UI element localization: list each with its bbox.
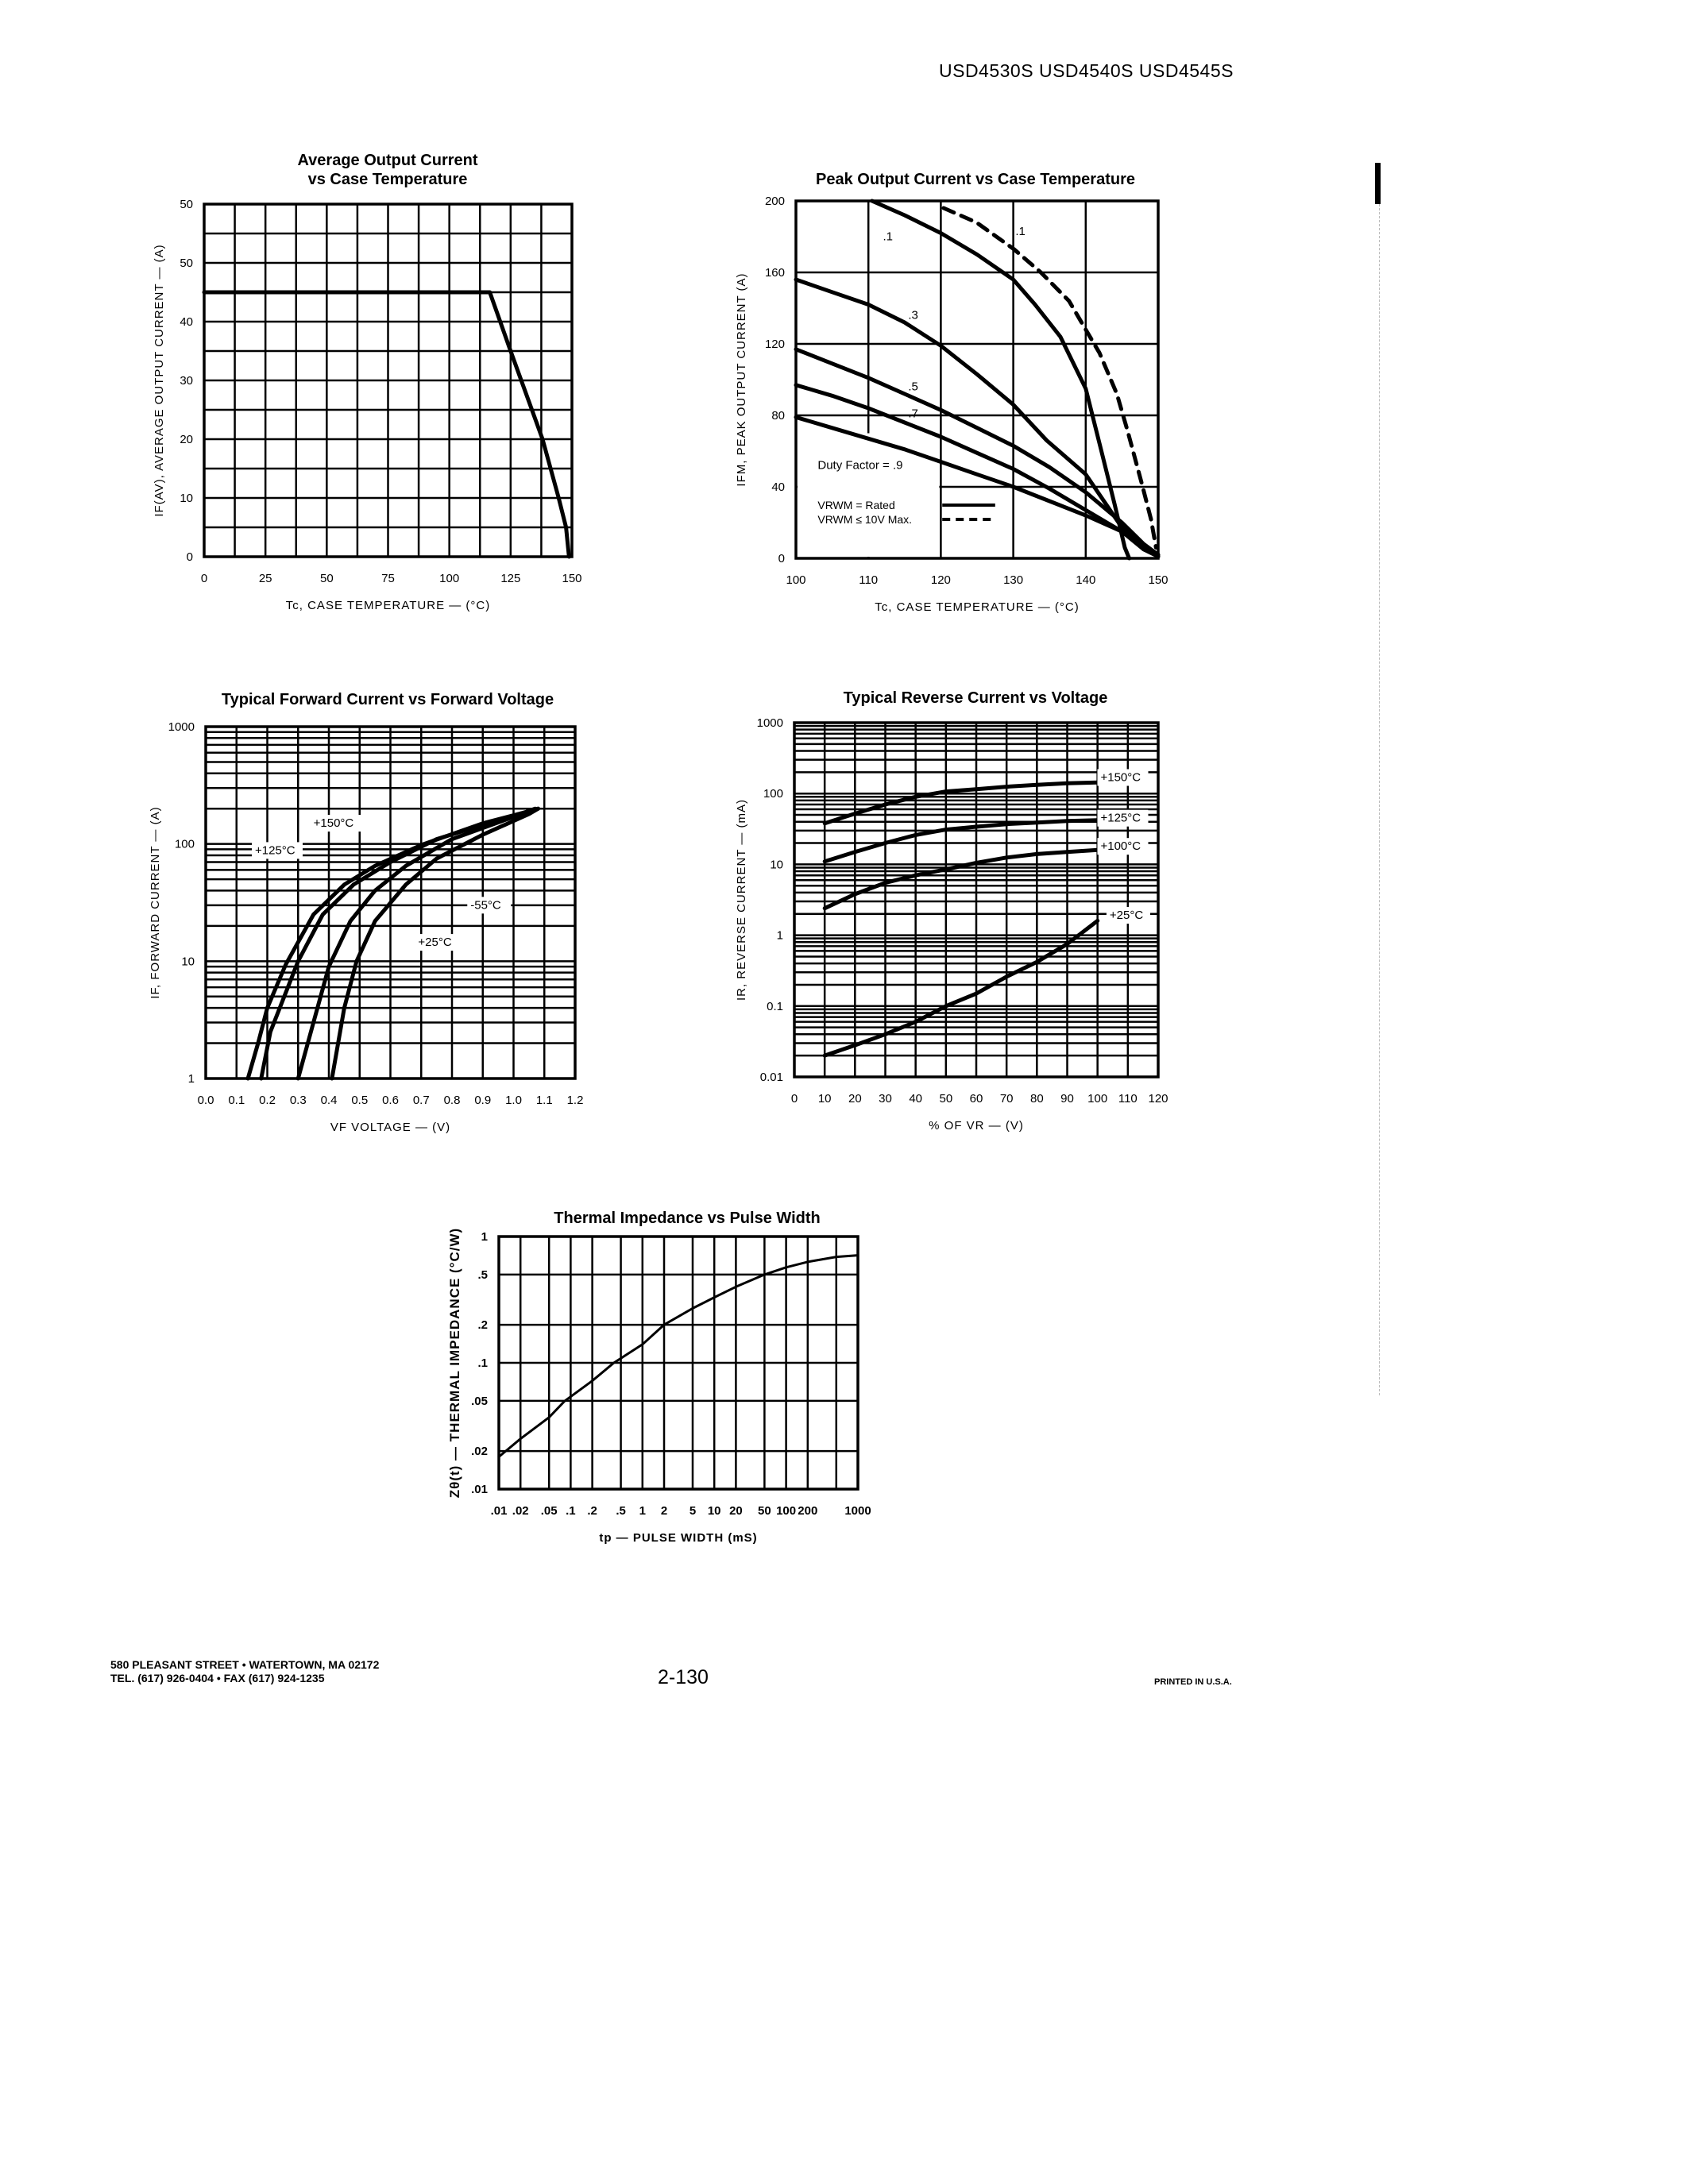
y-tick-label: 1000 <box>756 716 783 730</box>
legend-label: VRWM ≤ 10V Max. <box>817 513 913 526</box>
series-line <box>204 292 569 557</box>
x-tick-label: 20 <box>848 1092 862 1106</box>
x-tick-label: 1 <box>639 1504 646 1518</box>
chart-title: Thermal Impedance vs Pulse Width <box>554 1210 821 1227</box>
x-tick-label: 0.8 <box>443 1094 461 1107</box>
x-tick-label: 50 <box>939 1092 953 1106</box>
x-tick-label: 90 <box>1060 1092 1074 1106</box>
series-line <box>944 208 1156 548</box>
x-tick-label: 100 <box>439 572 460 585</box>
x-tick-label: 150 <box>562 572 582 585</box>
x-tick-label: 0.1 <box>228 1094 245 1107</box>
x-tick-label: 110 <box>1118 1092 1138 1106</box>
y-tick-label: 100 <box>174 837 195 851</box>
y-tick-label: 200 <box>764 195 785 208</box>
curve-label: .1 <box>883 230 893 244</box>
curve-label: +150°C <box>313 816 354 831</box>
y-tick-label: 120 <box>764 338 785 351</box>
chart-forward-current <box>149 691 583 1134</box>
y-tick-label: 10 <box>180 492 193 505</box>
x-tick-label: 110 <box>859 573 879 587</box>
x-tick-label: 50 <box>758 1504 771 1518</box>
x-tick-label: 0.5 <box>351 1094 369 1107</box>
x-tick-label: .2 <box>587 1504 597 1518</box>
x-tick-label: 10 <box>817 1092 832 1106</box>
y-axis-label: Zθ(t) — THERMAL IMPEDANCE (°C/W) <box>447 1227 462 1499</box>
x-tick-label: 150 <box>1148 573 1168 587</box>
x-tick-label: 200 <box>798 1504 818 1518</box>
y-tick-label: .05 <box>471 1394 488 1408</box>
curve-label: +25°C <box>1109 909 1144 923</box>
x-tick-label: 40 <box>909 1092 923 1106</box>
x-tick-label: 0.6 <box>382 1094 399 1107</box>
y-tick-label: .01 <box>471 1483 488 1496</box>
y-tick-label: .2 <box>477 1318 488 1333</box>
x-tick-label: .05 <box>540 1504 558 1518</box>
x-tick-label: 0.9 <box>474 1094 492 1107</box>
x-tick-label: 120 <box>930 573 951 587</box>
page-number: 2-130 <box>658 1666 709 1688</box>
curve-label: .3 <box>908 308 918 322</box>
x-tick-label: .1 <box>566 1504 576 1518</box>
y-axis-label: IF, FORWARD CURRENT — (A) <box>149 806 162 999</box>
phone-fax-line: TEL. (617) 926-0404 • FAX (617) 924-1235 <box>110 1672 325 1684</box>
x-tick-label: .5 <box>616 1504 626 1518</box>
x-tick-label: .01 <box>490 1504 508 1518</box>
x-tick-label: 130 <box>1003 573 1024 587</box>
y-tick-label: 0 <box>778 552 785 565</box>
x-tick-label: 75 <box>381 572 395 585</box>
legend-label: VRWM = Rated <box>817 499 895 511</box>
y-tick-label: .5 <box>477 1268 488 1282</box>
curve-label: .7 <box>908 407 918 421</box>
y-tick-label: 40 <box>771 480 785 494</box>
x-tick-label: 25 <box>258 572 272 585</box>
series-line <box>825 920 1098 1055</box>
x-axis-label: tp — PULSE WIDTH (mS) <box>599 1531 758 1545</box>
chart-title: Average Output Current <box>297 152 478 169</box>
y-tick-label: 160 <box>764 266 785 280</box>
y-tick-label: 1000 <box>168 720 195 734</box>
curve-label: Duty Factor = .9 <box>817 458 903 473</box>
curve-label: +125°C <box>255 843 295 858</box>
y-axis-label: IFM, PEAK OUTPUT CURRENT (A) <box>735 272 748 487</box>
x-tick-label: 5 <box>689 1504 697 1518</box>
series-line <box>499 1256 858 1457</box>
y-tick-label: 1 <box>776 928 783 943</box>
curve-label: +150°C <box>1100 770 1141 785</box>
x-tick-label: 10 <box>707 1504 721 1518</box>
chart-title: Typical Forward Current vs Forward Voltage <box>221 691 554 708</box>
chart-title: Typical Reverse Current vs Voltage <box>843 689 1108 707</box>
x-tick-label: 0 <box>200 572 208 585</box>
y-tick-label: 0.01 <box>759 1071 783 1084</box>
address-line: 580 PLEASANT STREET • WATERTOWN, MA 02172 <box>110 1658 380 1671</box>
x-tick-label: 100 <box>1087 1092 1108 1106</box>
company-address <box>110 1658 379 1685</box>
x-tick-label: 100 <box>786 573 806 587</box>
x-tick-label: 125 <box>500 572 521 585</box>
curve-label: +100°C <box>1100 839 1141 854</box>
x-tick-label: 140 <box>1076 573 1096 587</box>
x-tick-label: 50 <box>319 572 334 585</box>
x-tick-label: 70 <box>999 1092 1014 1106</box>
y-tick-label: 30 <box>180 374 193 388</box>
x-tick-label: 0.4 <box>320 1094 338 1107</box>
chart-reverse-current <box>735 689 1168 1133</box>
x-tick-label: 30 <box>879 1092 892 1106</box>
x-tick-label: 60 <box>969 1092 983 1106</box>
y-tick-label: 1 <box>481 1230 488 1244</box>
y-tick-label: .02 <box>471 1445 488 1459</box>
curve-label: .5 <box>908 380 918 394</box>
x-tick-label: 1.1 <box>535 1094 553 1107</box>
x-tick-label: 1.0 <box>505 1094 522 1107</box>
y-tick-label: 50 <box>180 257 193 270</box>
x-tick-label: 100 <box>776 1504 797 1518</box>
chart-thermal-impedance <box>447 1210 871 1545</box>
x-axis-label: Tc, CASE TEMPERATURE — (°C) <box>875 600 1080 614</box>
x-tick-label: 0.2 <box>259 1094 276 1107</box>
printed-in-usa: PRINTED IN U.S.A. <box>1154 1677 1232 1687</box>
y-tick-label: 20 <box>180 433 193 446</box>
curve-label: .1 <box>1015 224 1026 238</box>
x-tick-label: 0.3 <box>289 1094 307 1107</box>
x-tick-label: 80 <box>1029 1092 1044 1106</box>
chart-peak-output-current <box>735 171 1168 614</box>
curve-label: +25°C <box>418 936 452 950</box>
y-tick-label: 10 <box>181 955 195 969</box>
chart-title: Peak Output Current vs Case Temperature <box>816 171 1135 188</box>
chart-avg-output-current <box>153 152 582 612</box>
x-tick-label: 0.7 <box>412 1094 430 1107</box>
x-tick-label: .02 <box>512 1504 529 1518</box>
x-axis-label: % OF VR — (V) <box>929 1119 1024 1133</box>
y-axis-label: IF(AV), AVERAGE OUTPUT CURRENT — (A) <box>153 244 166 517</box>
x-axis-label: Tc, CASE TEMPERATURE — (°C) <box>285 599 491 612</box>
y-tick-label: 40 <box>180 315 193 329</box>
y-tick-label: 1 <box>187 1072 195 1086</box>
part-numbers-header: USD4530S USD4540S USD4545S <box>939 60 1234 81</box>
x-tick-label: 1000 <box>844 1504 871 1518</box>
x-tick-label: 0.0 <box>197 1094 214 1107</box>
x-tick-label: 1.2 <box>566 1094 584 1107</box>
y-tick-label: 0.1 <box>767 999 783 1013</box>
series-line <box>825 820 1098 862</box>
y-tick-label: .1 <box>477 1356 488 1370</box>
curve-label: +125°C <box>1100 811 1141 825</box>
y-axis-label: IR, REVERSE CURRENT — (mA) <box>735 798 748 1001</box>
x-tick-label: 20 <box>729 1504 743 1518</box>
x-tick-label: 0 <box>790 1092 798 1106</box>
curve-label: -55°C <box>470 898 501 913</box>
y-tick-label: 0 <box>186 550 193 564</box>
y-tick-label: 50 <box>180 198 193 211</box>
chart-title: vs Case Temperature <box>307 171 468 188</box>
y-tick-label: 80 <box>771 409 785 423</box>
x-tick-label: 120 <box>1148 1092 1168 1106</box>
series-line <box>825 782 1098 823</box>
y-tick-label: 100 <box>763 787 783 801</box>
x-tick-label: 2 <box>660 1504 668 1518</box>
x-axis-label: VF VOLTAGE — (V) <box>330 1121 451 1134</box>
y-tick-label: 10 <box>770 858 783 872</box>
